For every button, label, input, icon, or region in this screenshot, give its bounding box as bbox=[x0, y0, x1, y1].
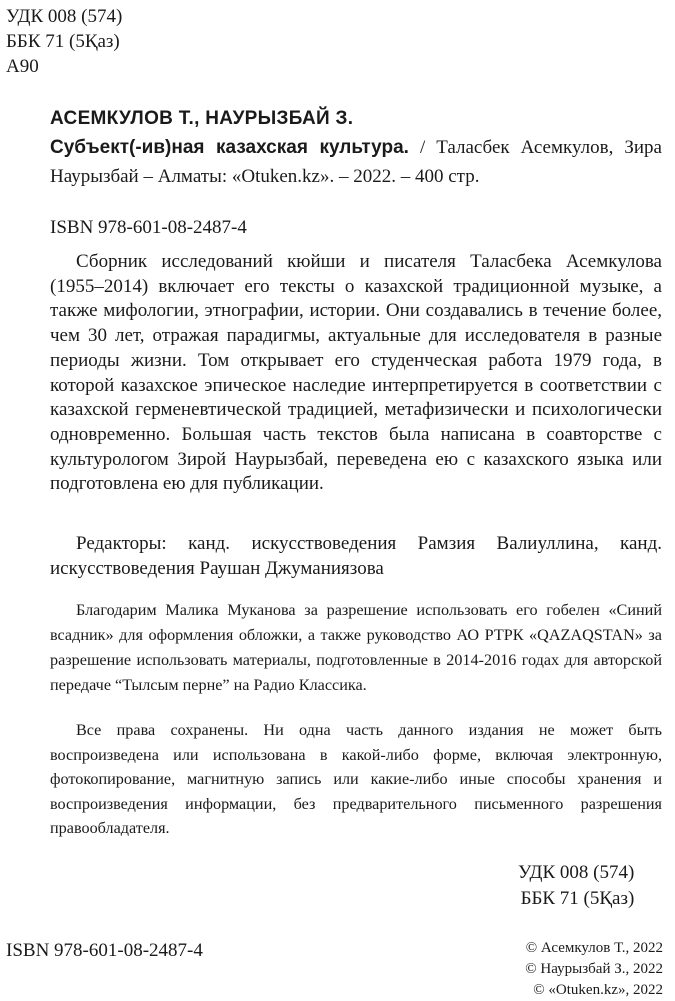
footer-bbk-code: ББК 71 (5Қаз) bbox=[520, 888, 635, 909]
isbn-top: ISBN 978-601-08-2487-4 bbox=[50, 217, 247, 238]
footer-classification-codes bbox=[518, 860, 634, 912]
copyright-line: © Наурызбай З., 2022 bbox=[525, 961, 663, 977]
book-citation bbox=[50, 133, 662, 191]
book-abstract bbox=[50, 250, 662, 497]
editors-line: Редакторы: канд. искусствоведения Рамзия Валиуллина, канд. искусствоведения Раушан Джуманиязова bbox=[50, 533, 662, 579]
header-classification-codes bbox=[6, 4, 122, 79]
copyright-line: © Асемкулов Т., 2022 bbox=[525, 940, 663, 956]
book-title: Субъект(-ив)ная казахская культура. bbox=[50, 137, 409, 158]
rights-notice: Все права сохранены. Ни одна часть данного издания не может быть воспроизведена или использована в какой-либо форме, включая электронную, фотокопирование, магнитную запись или какие-либо иные способы хранения и воспроизведения информации, без предварительного письменного разрешения правообладателя. bbox=[50, 721, 662, 837]
abstract-text: Сборник исследований кюйши и писателя Таласбека Асемкулова (1955–2014) включает его тексты о казахской традиционной музыке, а также мифологии, этнографии, истории. Они создавались в течение более, чем 30 лет, отражая парадигмы, актуальные для исследователя в разные периоды жизни. Том открывает его студенческая работа 1979 года, в которой казахское эпическое наследие интерпретируется в соответствии с казахской герменевтической традицией, метафизически и психологически одновременно. Большая часть текстов была написана в соавторстве с культурологом Зирой Наурызбай, переведена ею с казахского языка или подготовлена ею для публикации. bbox=[50, 251, 662, 495]
author-mark: А90 bbox=[6, 56, 39, 77]
book-authors: АСЕМКУЛОВ Т., НАУРЫЗБАЙ З. bbox=[50, 108, 354, 129]
bibliographic-record bbox=[50, 104, 662, 191]
book-imprint: / Таласбек Асемкулов, Зира Наурызбай – Алматы: «Otuken.kz». – 2022. – 400 стр. bbox=[50, 137, 662, 187]
copyright-block bbox=[525, 938, 663, 1001]
copyright-line: © «Otuken.kz», 2022 bbox=[533, 982, 663, 998]
acknowledgement: Благодарим Малика Муканова за разрешение использовать его гобелен «Синий всадник» для оформления обложки, а также руководство АО РТРК «QAZAQSTAN» за разрешение использовать материалы, подготовленные в 2014-2016 годах для авторской передаче “Тылсым перне” на Радио Классика. bbox=[50, 601, 662, 694]
isbn-bottom: ISBN 978-601-08-2487-4 bbox=[6, 940, 203, 961]
udk-code: УДК 008 (574) bbox=[6, 6, 123, 27]
footer-udk-code: УДК 008 (574) bbox=[518, 862, 635, 883]
bbk-code: ББК 71 (5Қаз) bbox=[6, 31, 120, 52]
